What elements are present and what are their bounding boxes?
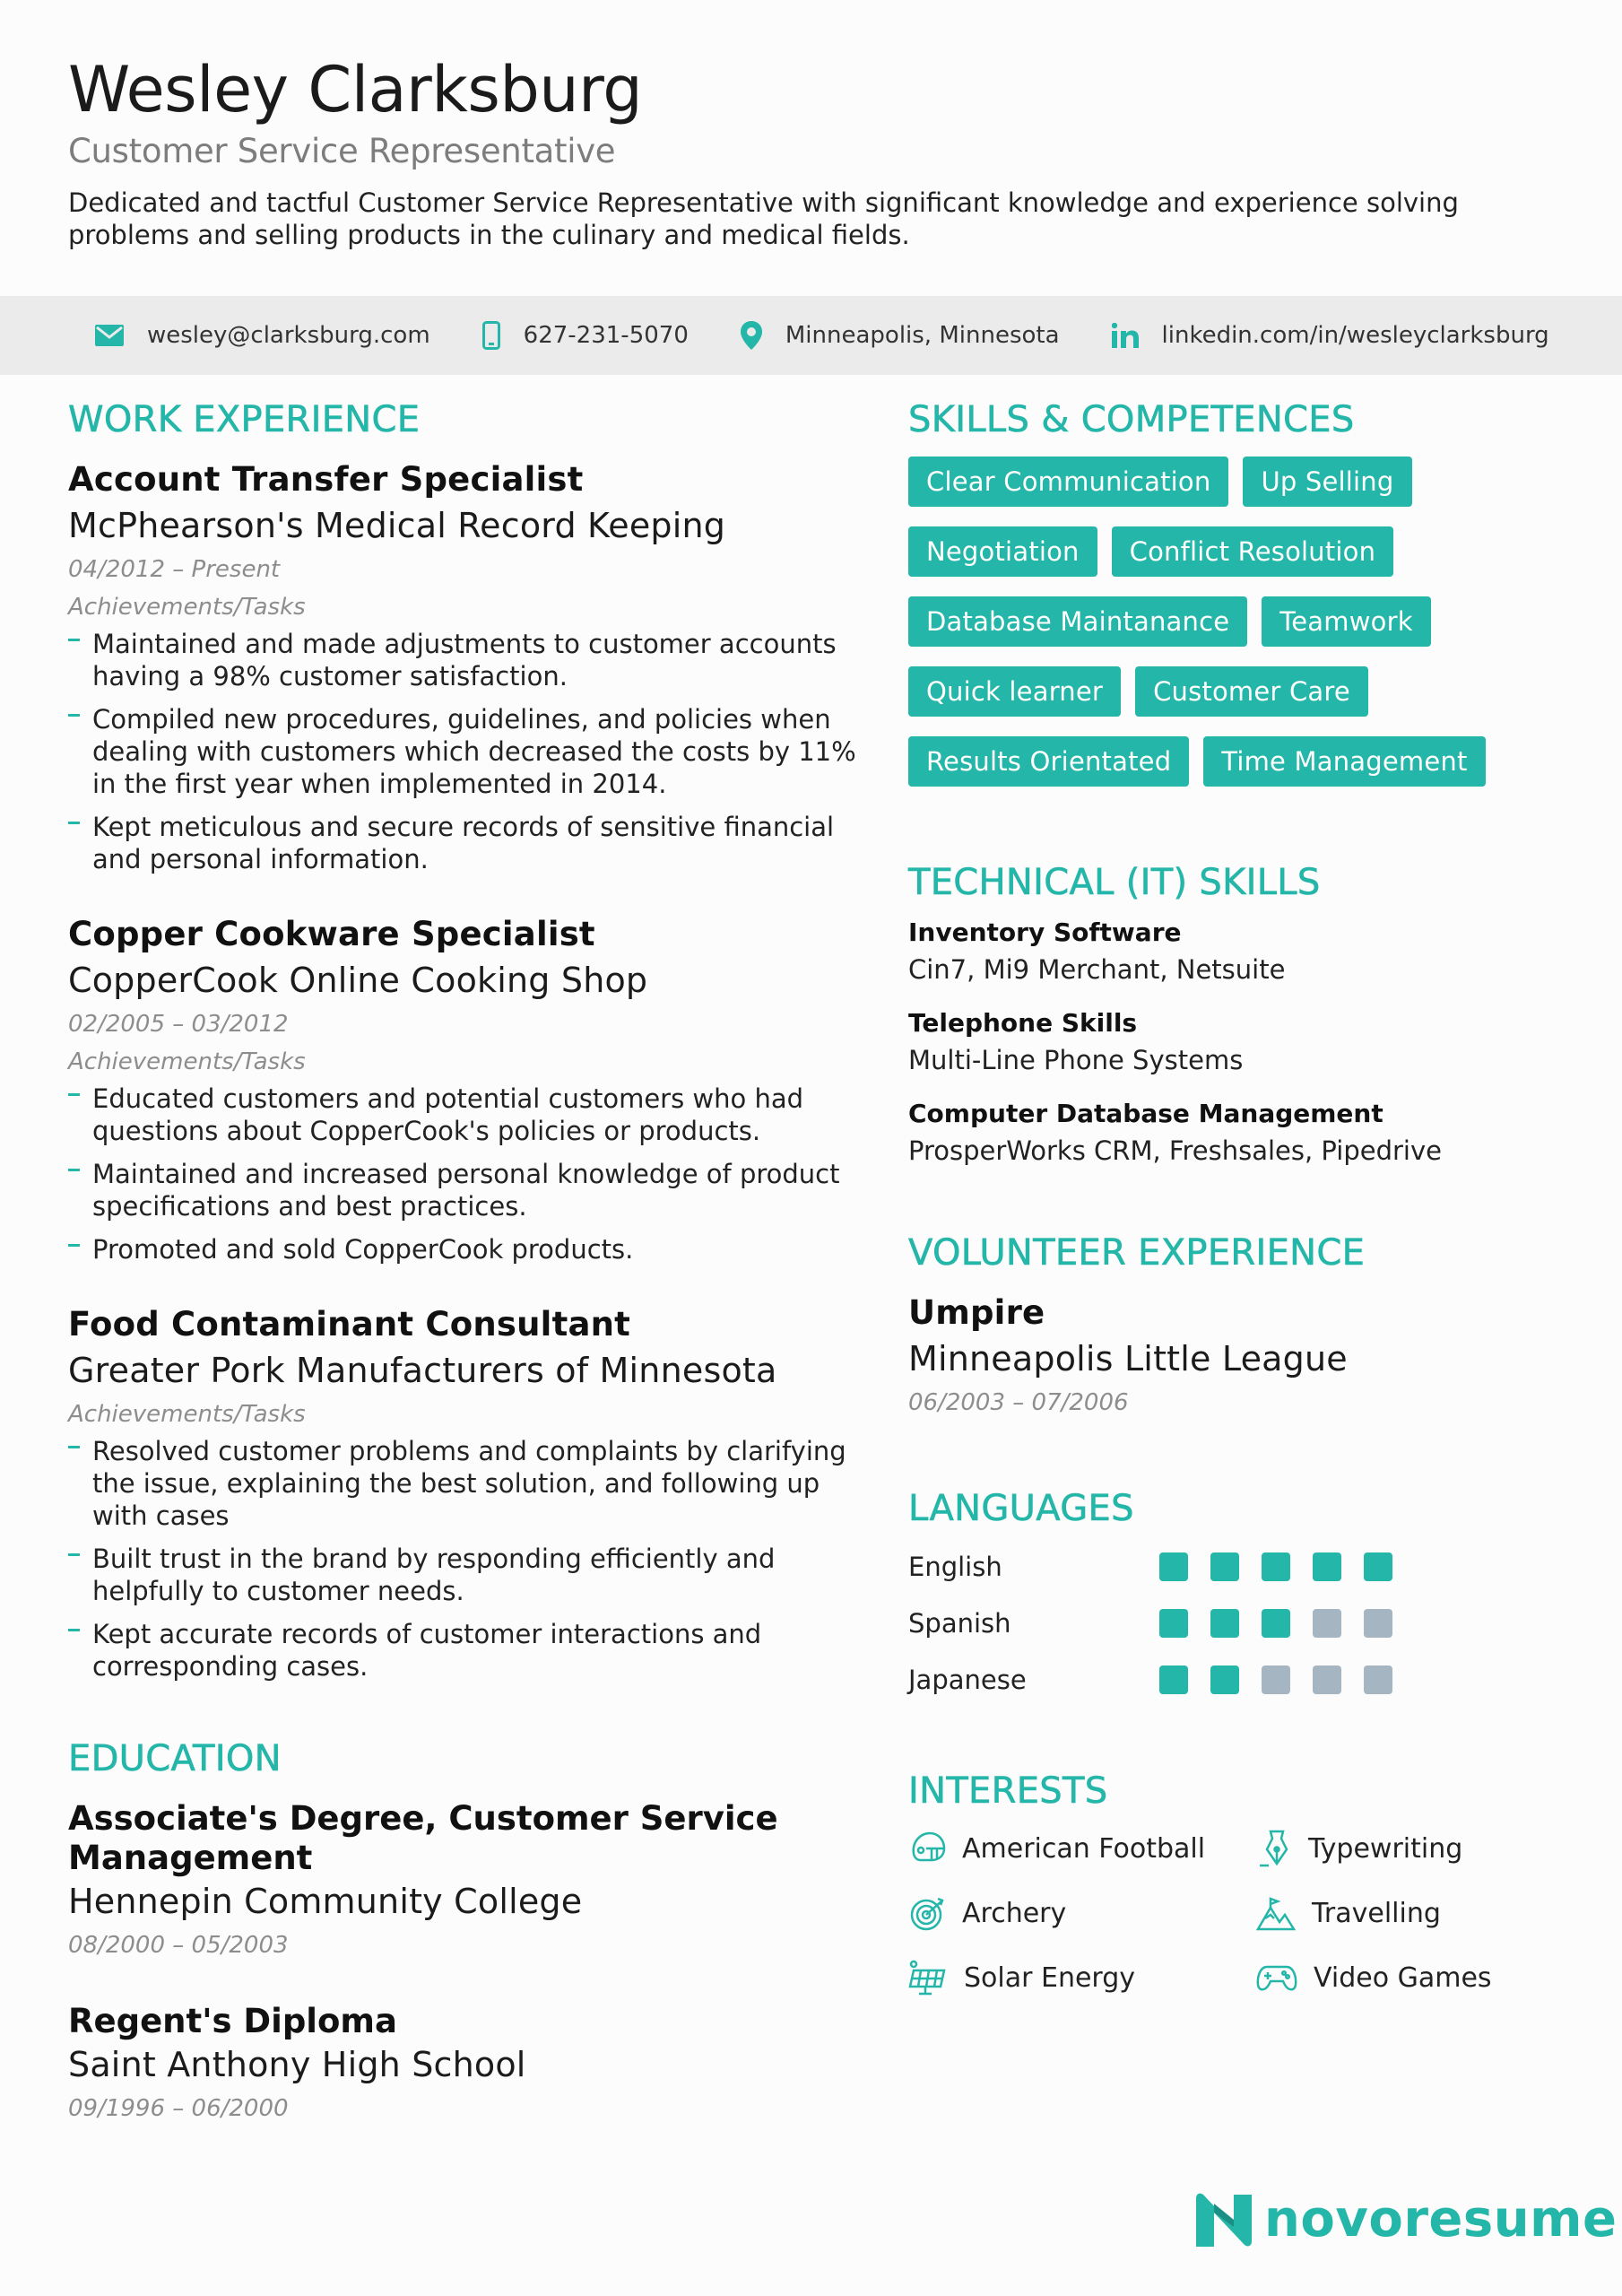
volunteer-org: Minneapolis Little League [908,1339,1348,1378]
right-column [908,399,1572,1998]
achievements-label: Achievements/Tasks [68,1401,306,1428]
contact-email-text: wesley@clarksburg.com [147,322,430,349]
level-dot-filled [1262,1552,1290,1581]
job-entry [68,915,857,1265]
language-level [1159,1552,1415,1581]
level-dot-filled [1159,1552,1188,1581]
fountain-pen-icon [1256,1830,1292,1867]
level-dot-filled [1159,1609,1188,1638]
summary-text: Dedicated and tactful Customer Service Representative with significant knowledge and experience solving problems and selling products in the culinary and medical fields. [68,187,1459,250]
school-name: Hennepin Community College [68,1882,583,1921]
job-date: 02/2005 – 03/2012 [68,1011,289,1038]
interest-label: Archery [962,1897,1067,1929]
skill-tag: Time Management [1203,736,1485,787]
interest-item [908,1828,1256,1869]
level-dot-filled [1262,1609,1290,1638]
level-dot-filled [1210,1552,1239,1581]
tech-skill [908,918,1572,985]
skill-tag: Clear Communication [908,457,1228,507]
language-level [1159,1665,1415,1694]
interest-label: Typewriting [1308,1832,1463,1865]
achievements-label: Achievements/Tasks [68,1048,306,1075]
language-level [1159,1609,1415,1638]
job-bullets [68,1083,857,1265]
interest-item [1256,1892,1570,1934]
interest-label: Travelling [1312,1897,1441,1929]
languages-heading: LANGUAGES [908,1488,1134,1529]
candidate-name: Wesley Clarksburg [68,53,643,126]
skill-tag: Quick learner [908,666,1121,717]
tech-skill [908,1008,1572,1075]
contact-email[interactable] [95,322,430,349]
skill-tag: Conflict Resolution [1112,526,1394,577]
interest-label: Video Games [1314,1961,1492,1994]
brand-name: novoresume [1264,2190,1618,2248]
list-item: Kept accurate records of customer interactions and corresponding cases. [68,1618,857,1683]
skill-tag: Results Orientated [908,736,1189,787]
level-dot-empty [1364,1609,1392,1638]
level-dot-filled [1364,1552,1392,1581]
list-item: Educated customers and potential customers who had questions about CopperCook's policies or products. [68,1083,857,1147]
language-row [908,1538,1572,1595]
job-date: 04/2012 – Present [68,556,281,583]
left-column [68,399,857,2122]
education-heading: EDUCATION [68,1738,282,1779]
contact-phone-text: 627-231-5070 [523,322,689,349]
gamepad-icon [1256,1961,1297,1994]
school-name: Saint Anthony High School [68,2045,526,2084]
technical-skills-heading: TECHNICAL (IT) SKILLS [908,862,1321,903]
volunteer-entry [908,1293,1572,1416]
tech-skill-desc: ProsperWorks CRM, Freshsales, Pipedrive [908,1135,1442,1166]
tech-skill-desc: Cin7, Mi9 Merchant, Netsuite [908,954,1286,985]
language-row [908,1651,1572,1708]
novoresume-logo [1194,2190,1617,2248]
degree-title: Regent's Diploma [68,2002,397,2040]
job-organization: McPhearson's Medical Record Keeping [68,506,726,545]
job-title: Account Transfer Specialist [68,460,584,499]
work-experience-heading: WORK EXPERIENCE [68,399,421,440]
level-dot-filled [1210,1609,1239,1638]
volunteer-role: Umpire [908,1293,1045,1332]
language-row [908,1595,1572,1651]
job-organization: Greater Pork Manufacturers of Minnesota [68,1351,777,1390]
skill-tag: Teamwork [1262,596,1430,647]
skills-list [908,457,1554,806]
mountains-icon [1256,1895,1296,1931]
envelope-icon [95,325,124,346]
tech-skill-desc: Multi-Line Phone Systems [908,1045,1244,1075]
list-item: Compiled new procedures, guidelines, and policies when dealing with customers which decreased the costs by 11% in the first year when implemented in 2014. [68,703,857,800]
job-organization: CopperCook Online Cooking Shop [68,961,648,1000]
list-item: Built trust in the brand by responding efficiently and helpfully to customer needs. [68,1543,857,1607]
list-item: Maintained and made adjustments to customer accounts having a 98% customer satisfaction. [68,628,857,692]
job-title: Food Contaminant Consultant [68,1305,631,1344]
solar-panel-icon [908,1960,948,1996]
education-date: 08/2000 – 05/2003 [68,1932,289,1959]
interest-label: Solar Energy [964,1961,1136,1994]
education-entry [68,1799,857,1959]
contact-location [741,321,1060,350]
level-dot-empty [1313,1609,1341,1638]
list-item: Maintained and increased personal knowledge of product specifications and best practices. [68,1158,857,1222]
language-name: Spanish [908,1607,1011,1639]
education-entry [68,2002,857,2122]
contact-linkedin[interactable] [1112,322,1549,349]
interest-item [908,1892,1256,1934]
location-pin-icon [741,321,762,350]
interest-item [1256,1957,1570,1998]
list-item: Promoted and sold CopperCook products. [68,1233,857,1265]
interests-list [908,1828,1572,1998]
level-dot-empty [1364,1665,1392,1694]
level-dot-empty [1262,1665,1290,1694]
level-dot-empty [1313,1665,1341,1694]
job-bullets [68,628,857,875]
tech-skill-title: Computer Database Management [908,1099,1383,1128]
skill-tag: Negotiation [908,526,1097,577]
level-dot-filled [1159,1665,1188,1694]
education-date: 09/1996 – 06/2000 [68,2095,289,2122]
language-name: English [908,1551,1002,1582]
skills-heading: SKILLS & COMPETENCES [908,399,1355,440]
skill-tag: Customer Care [1135,666,1368,717]
interest-item [908,1957,1256,1998]
football-helmet-icon [908,1831,946,1866]
job-title: Copper Cookware Specialist [68,915,595,953]
skill-tag: Up Selling [1243,457,1411,507]
contact-location-text: Minneapolis, Minnesota [785,322,1060,349]
novoresume-n-icon [1194,2191,1255,2248]
linkedin-icon [1112,323,1139,348]
tech-skill-title: Telephone Skills [908,1008,1138,1038]
volunteer-date: 06/2003 – 07/2006 [908,1389,1129,1416]
job-entry [68,460,857,875]
phone-icon [482,321,500,350]
job-entry [68,1305,857,1683]
achievements-label: Achievements/Tasks [68,594,306,621]
candidate-role: Customer Service Representative [68,132,616,170]
languages-list [908,1538,1572,1708]
volunteer-heading: VOLUNTEER EXPERIENCE [908,1232,1366,1274]
level-dot-filled [1313,1552,1341,1581]
degree-title: Associate's Degree, Customer Service Management [68,1799,778,1877]
interests-heading: INTERESTS [908,1770,1108,1812]
archery-target-icon [908,1895,946,1931]
interest-label: American Football [962,1832,1206,1865]
tech-skill-title: Inventory Software [908,918,1182,947]
job-bullets [68,1435,857,1683]
level-dot-filled [1210,1665,1239,1694]
contact-bar [0,296,1622,375]
contact-linkedin-text: linkedin.com/in/wesleyclarksburg [1161,322,1549,349]
skill-tag: Database Maintanance [908,596,1247,647]
tech-skill [908,1099,1572,1166]
list-item: Kept meticulous and secure records of sensitive financial and personal information. [68,811,857,875]
resume-header [68,53,1557,251]
contact-phone[interactable] [482,321,689,350]
language-name: Japanese [908,1664,1027,1695]
list-item: Resolved customer problems and complaints by clarifying the issue, explaining the best solution, and following up with cases [68,1435,857,1532]
interest-item [1256,1828,1570,1869]
